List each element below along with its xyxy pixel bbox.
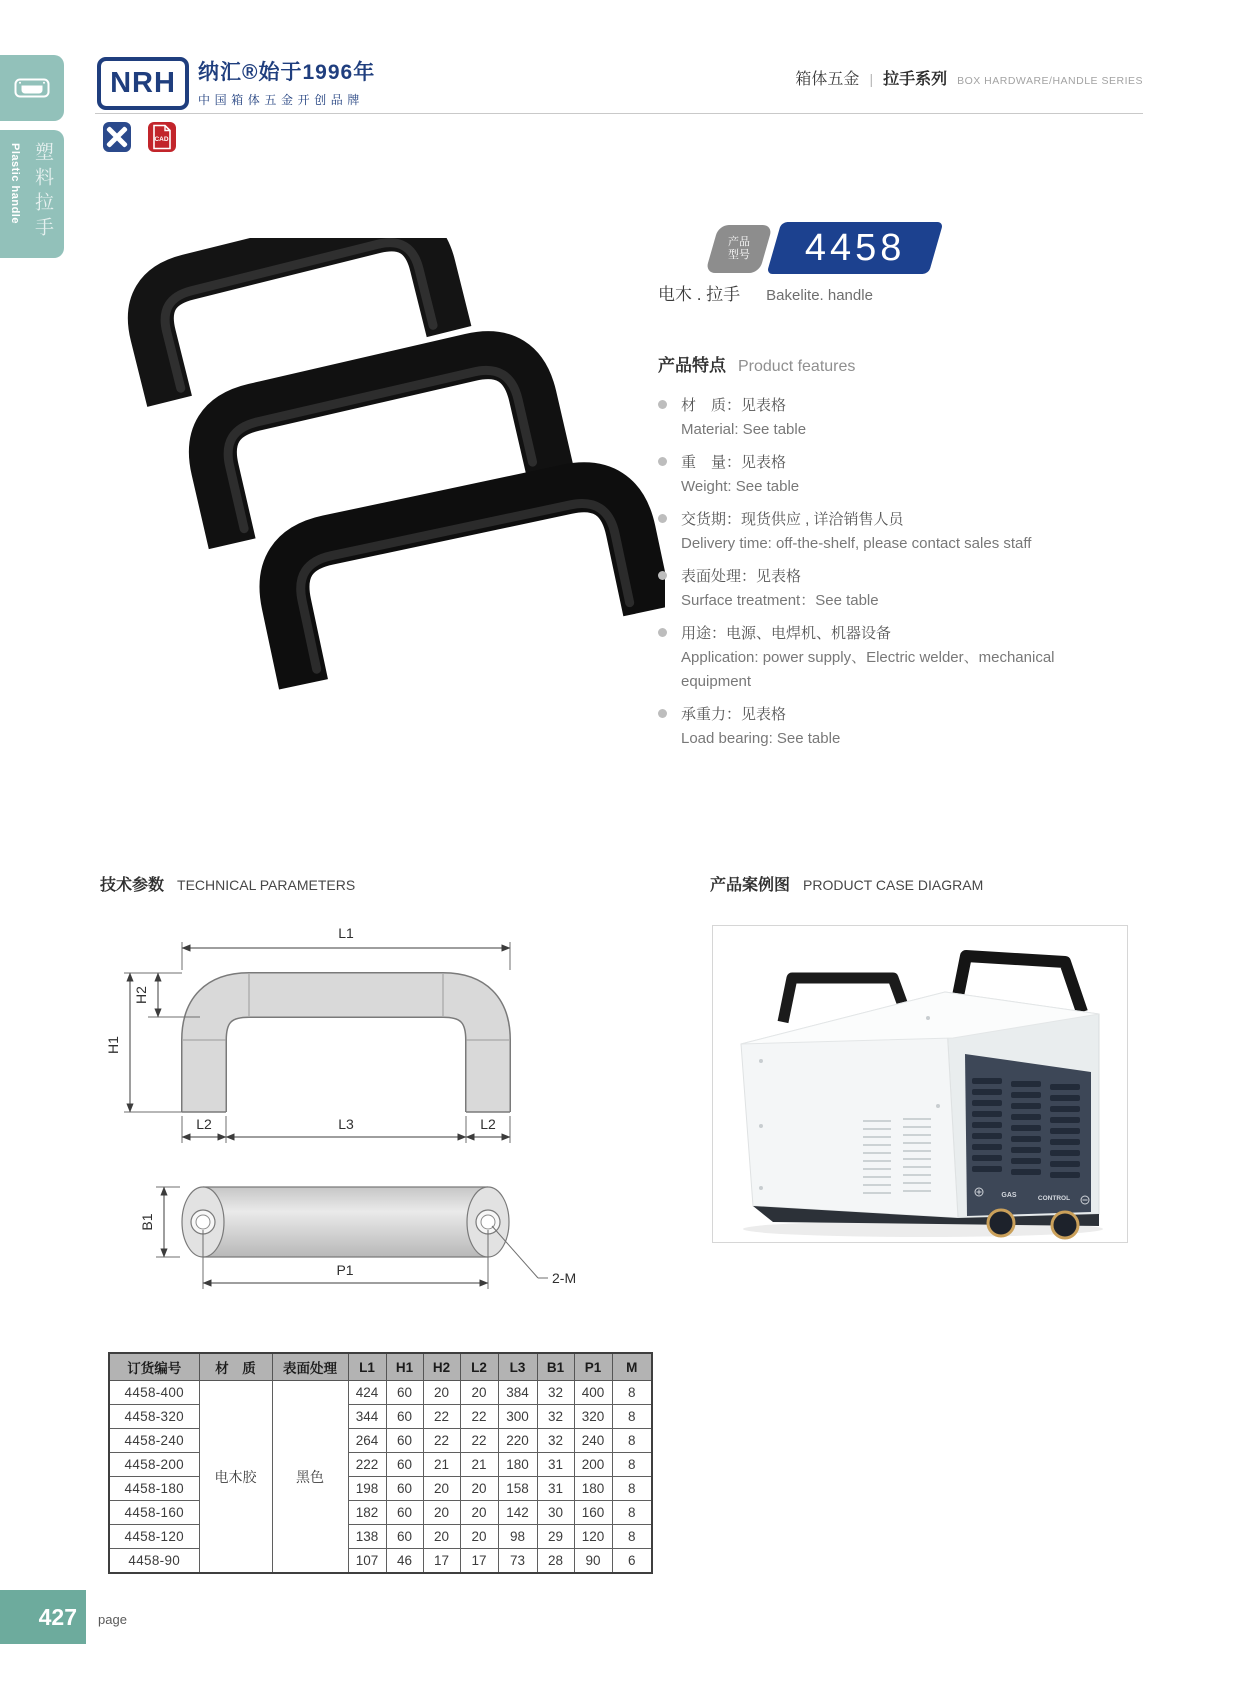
table-cell: 300 (498, 1405, 537, 1429)
dim-label-L3: L3 (338, 1116, 354, 1132)
table-cell: 60 (386, 1525, 423, 1549)
dim-label-L2-right: L2 (480, 1116, 496, 1132)
col-header-B1: B1 (537, 1353, 574, 1381)
table-cell: 240 (574, 1429, 612, 1453)
badge-line2: 型号 (728, 249, 750, 261)
table-cell: 198 (348, 1477, 386, 1501)
drawing-front-view (182, 974, 510, 1112)
col-header-L2: L2 (460, 1353, 498, 1381)
table-cell: 4458-160 (109, 1501, 199, 1525)
dim-label-H2: H2 (133, 986, 149, 1004)
technical-title-en: TECHNICAL PARAMETERS (177, 877, 356, 893)
feature-item (658, 702, 1103, 751)
feature-text-cn: 用途：电源、电焊机、机器设备 (681, 625, 892, 642)
table-row (109, 1549, 652, 1574)
table-cell: 4458-400 (109, 1381, 199, 1405)
technical-title-cn: 技术参数 (100, 877, 165, 894)
table-cell: 264 (348, 1429, 386, 1453)
welder-label-gas: GAS (1001, 1192, 1017, 1199)
feature-text-en: Weight: See table (681, 478, 800, 495)
table-cell: 222 (348, 1453, 386, 1477)
col-header-L3: L3 (498, 1353, 537, 1381)
table-cell: 344 (348, 1405, 386, 1429)
feature-text-en: Surface treatment：See table (681, 592, 879, 609)
welder-connector-right (1052, 1212, 1078, 1238)
dim-label-L2-left: L2 (196, 1116, 212, 1132)
table-cell: 29 (537, 1525, 574, 1549)
col-header-L1: L1 (348, 1353, 386, 1381)
feature-item (658, 621, 1103, 694)
table-row (109, 1477, 652, 1501)
header-divider: | (869, 71, 874, 87)
table-cell: 28 (537, 1549, 574, 1574)
table-cell: 182 (348, 1501, 386, 1525)
table-cell: 8 (612, 1501, 652, 1525)
table-cell: 60 (386, 1405, 423, 1429)
header-series-en: BOX HARDWARE/HANDLE SERIES (957, 75, 1143, 87)
table-cell: 20 (460, 1477, 498, 1501)
table-cell: 6 (612, 1549, 652, 1574)
table-cell: 8 (612, 1453, 652, 1477)
table-cell: 90 (574, 1549, 612, 1574)
features-title-cn: 产品特点 (658, 356, 726, 375)
table-cell: 320 (574, 1405, 612, 1429)
col-header-M: M (612, 1353, 652, 1381)
table-cell: 4458-320 (109, 1405, 199, 1429)
feature-text-en: Load bearing: See table (681, 730, 841, 747)
table-cell: 31 (537, 1477, 574, 1501)
welder-label-control: CONTROL (1037, 1195, 1071, 1202)
table-row (109, 1525, 652, 1549)
table-row (109, 1429, 652, 1453)
brand-subtitle: 中国箱体五金开创品牌 (198, 93, 365, 107)
technical-section-title (100, 872, 355, 895)
col-header-H1: H1 (386, 1353, 423, 1381)
bullet-icon (658, 628, 667, 637)
sidebar-label-en: Plastic handle (9, 143, 21, 224)
sidebar-label-cn: 塑料拉手 (32, 142, 53, 242)
col-header-order-no: 订货编号 (109, 1353, 199, 1381)
table-cell: 4458-90 (109, 1549, 199, 1574)
table-cell: 60 (386, 1477, 423, 1501)
table-cell: 180 (574, 1477, 612, 1501)
table-cell: 142 (498, 1501, 537, 1525)
case-title-en: PRODUCT CASE DIAGRAM (803, 877, 984, 893)
model-badge-label (705, 225, 773, 273)
nrh-logo: NRH (97, 57, 189, 110)
feature-text-cn: 表面处理：见表格 (681, 568, 802, 585)
model-badge-number (767, 222, 944, 274)
table-cell: 107 (348, 1549, 386, 1574)
table-cell: 60 (386, 1429, 423, 1453)
table-cell: 384 (498, 1381, 537, 1405)
feature-item (658, 450, 1103, 499)
table-cell: 32 (537, 1405, 574, 1429)
table-cell: 4458-240 (109, 1429, 199, 1453)
table-cell: 200 (574, 1453, 612, 1477)
case-title-cn: 产品案例图 (710, 877, 791, 894)
feature-item (658, 564, 1103, 613)
table-cell: 黑色 (272, 1381, 348, 1574)
bullet-icon (658, 400, 667, 409)
case-handle-icon (14, 76, 50, 100)
technical-drawing (100, 900, 600, 1300)
col-header-P1: P1 (574, 1353, 612, 1381)
feature-text-en: Material: See table (681, 421, 807, 438)
drawing-side-view (182, 1187, 509, 1257)
features-title-en: Product features (738, 358, 856, 375)
badge-line1: 产品 (728, 236, 750, 248)
feature-text-en: Application: power supply、Electric welder、mechanical equipment (681, 649, 1055, 690)
cad-file-icon (148, 122, 176, 152)
product-features (658, 351, 1103, 759)
feature-text-cn: 重 量：见表格 (681, 454, 787, 471)
feature-text-cn: 材 质：见表格 (681, 397, 787, 414)
table-cell: 60 (386, 1381, 423, 1405)
model-number: 4458 (804, 226, 906, 269)
dim-label-B1: B1 (139, 1213, 155, 1231)
features-title (658, 351, 1103, 376)
case-diagram-box (712, 925, 1128, 1243)
table-cell: 20 (423, 1381, 460, 1405)
table-header-row (109, 1353, 652, 1381)
table-cell: 22 (423, 1429, 460, 1453)
table-cell: 20 (460, 1501, 498, 1525)
table-cell: 32 (537, 1381, 574, 1405)
table-cell: 8 (612, 1429, 652, 1453)
product-name-en: Bakelite. handle (766, 287, 873, 304)
product-photo-handles (85, 238, 665, 808)
table-cell: 160 (574, 1501, 612, 1525)
features-list (658, 393, 1103, 751)
table-cell: 30 (537, 1501, 574, 1525)
table-cell: 20 (423, 1477, 460, 1501)
dim-label-L1: L1 (338, 925, 354, 941)
feature-text-cn: 交货期：现货供应 , 详洽销售人员 (681, 511, 904, 528)
table-cell: 8 (612, 1381, 652, 1405)
table-cell: 138 (348, 1525, 386, 1549)
table-cell: 22 (423, 1405, 460, 1429)
table-cell: 31 (537, 1453, 574, 1477)
table-cell: 4458-200 (109, 1453, 199, 1477)
header-category: 箱体五金 (795, 71, 860, 88)
table-cell: 8 (612, 1405, 652, 1429)
table-row (109, 1381, 652, 1405)
table-cell: 60 (386, 1501, 423, 1525)
table-row (109, 1453, 652, 1477)
dim-label-2M: 2-M (552, 1270, 577, 1286)
brand-block (198, 56, 375, 108)
table-cell: 22 (460, 1429, 498, 1453)
table-cell: 17 (423, 1549, 460, 1574)
header-rule (95, 113, 1143, 114)
dim-label-H1: H1 (105, 1036, 121, 1054)
table-cell: 46 (386, 1549, 423, 1574)
table-row (109, 1501, 652, 1525)
dim-label-P1: P1 (336, 1262, 354, 1278)
spec-table-body (109, 1381, 652, 1574)
table-cell: 158 (498, 1477, 537, 1501)
table-row (109, 1405, 652, 1429)
bullet-icon (658, 457, 667, 466)
table-cell: 220 (498, 1429, 537, 1453)
feature-item (658, 393, 1103, 442)
header-series-cn: 拉手系列 (883, 71, 948, 88)
table-cell: 4458-180 (109, 1477, 199, 1501)
product-name (658, 280, 873, 305)
handle-photo-3 (275, 478, 648, 684)
table-cell: 电木胶 (199, 1381, 272, 1574)
page-label: page (98, 1612, 127, 1627)
table-cell: 20 (460, 1525, 498, 1549)
bullet-icon (658, 709, 667, 718)
welder-illustration (713, 926, 1127, 1242)
table-cell: 21 (460, 1453, 498, 1477)
table-cell: 8 (612, 1525, 652, 1549)
col-header-material: 材 质 (199, 1353, 272, 1381)
bullet-icon (658, 514, 667, 523)
feature-text-cn: 承重力：见表格 (681, 706, 787, 723)
table-cell: 8 (612, 1477, 652, 1501)
3d-tools-icon (103, 122, 131, 152)
table-cell: 20 (423, 1501, 460, 1525)
table-cell: 4458-120 (109, 1525, 199, 1549)
brand-title: 纳汇®始于1996年 (198, 61, 376, 84)
table-cell: 180 (498, 1453, 537, 1477)
table-cell: 60 (386, 1453, 423, 1477)
table-cell: 120 (574, 1525, 612, 1549)
sidebar-tab-plastic-handle (0, 130, 64, 258)
welder-connector-left (988, 1210, 1014, 1236)
bullet-icon (658, 571, 667, 580)
table-cell: 98 (498, 1525, 537, 1549)
table-cell: 20 (423, 1525, 460, 1549)
table-cell: 20 (460, 1381, 498, 1405)
col-header-surface: 表面处理 (272, 1353, 348, 1381)
table-cell: 400 (574, 1381, 612, 1405)
feature-item (658, 507, 1103, 556)
case-section-title (710, 872, 983, 895)
table-cell: 21 (423, 1453, 460, 1477)
table-cell: 17 (460, 1549, 498, 1574)
spec-table (108, 1352, 653, 1574)
col-header-H2: H2 (423, 1353, 460, 1381)
page-number-badge: 427 (0, 1590, 86, 1644)
table-cell: 22 (460, 1405, 498, 1429)
table-cell: 424 (348, 1381, 386, 1405)
table-cell: 73 (498, 1549, 537, 1574)
sidebar-category-icon-block (0, 55, 64, 121)
header-series (795, 66, 1143, 89)
table-cell: 32 (537, 1429, 574, 1453)
product-name-cn: 电木 . 拉手 (658, 285, 741, 304)
feature-text-en: Delivery time: off-the-shelf, please contact sales staff (681, 535, 1032, 552)
cad-icon-label: CAD (154, 136, 169, 143)
